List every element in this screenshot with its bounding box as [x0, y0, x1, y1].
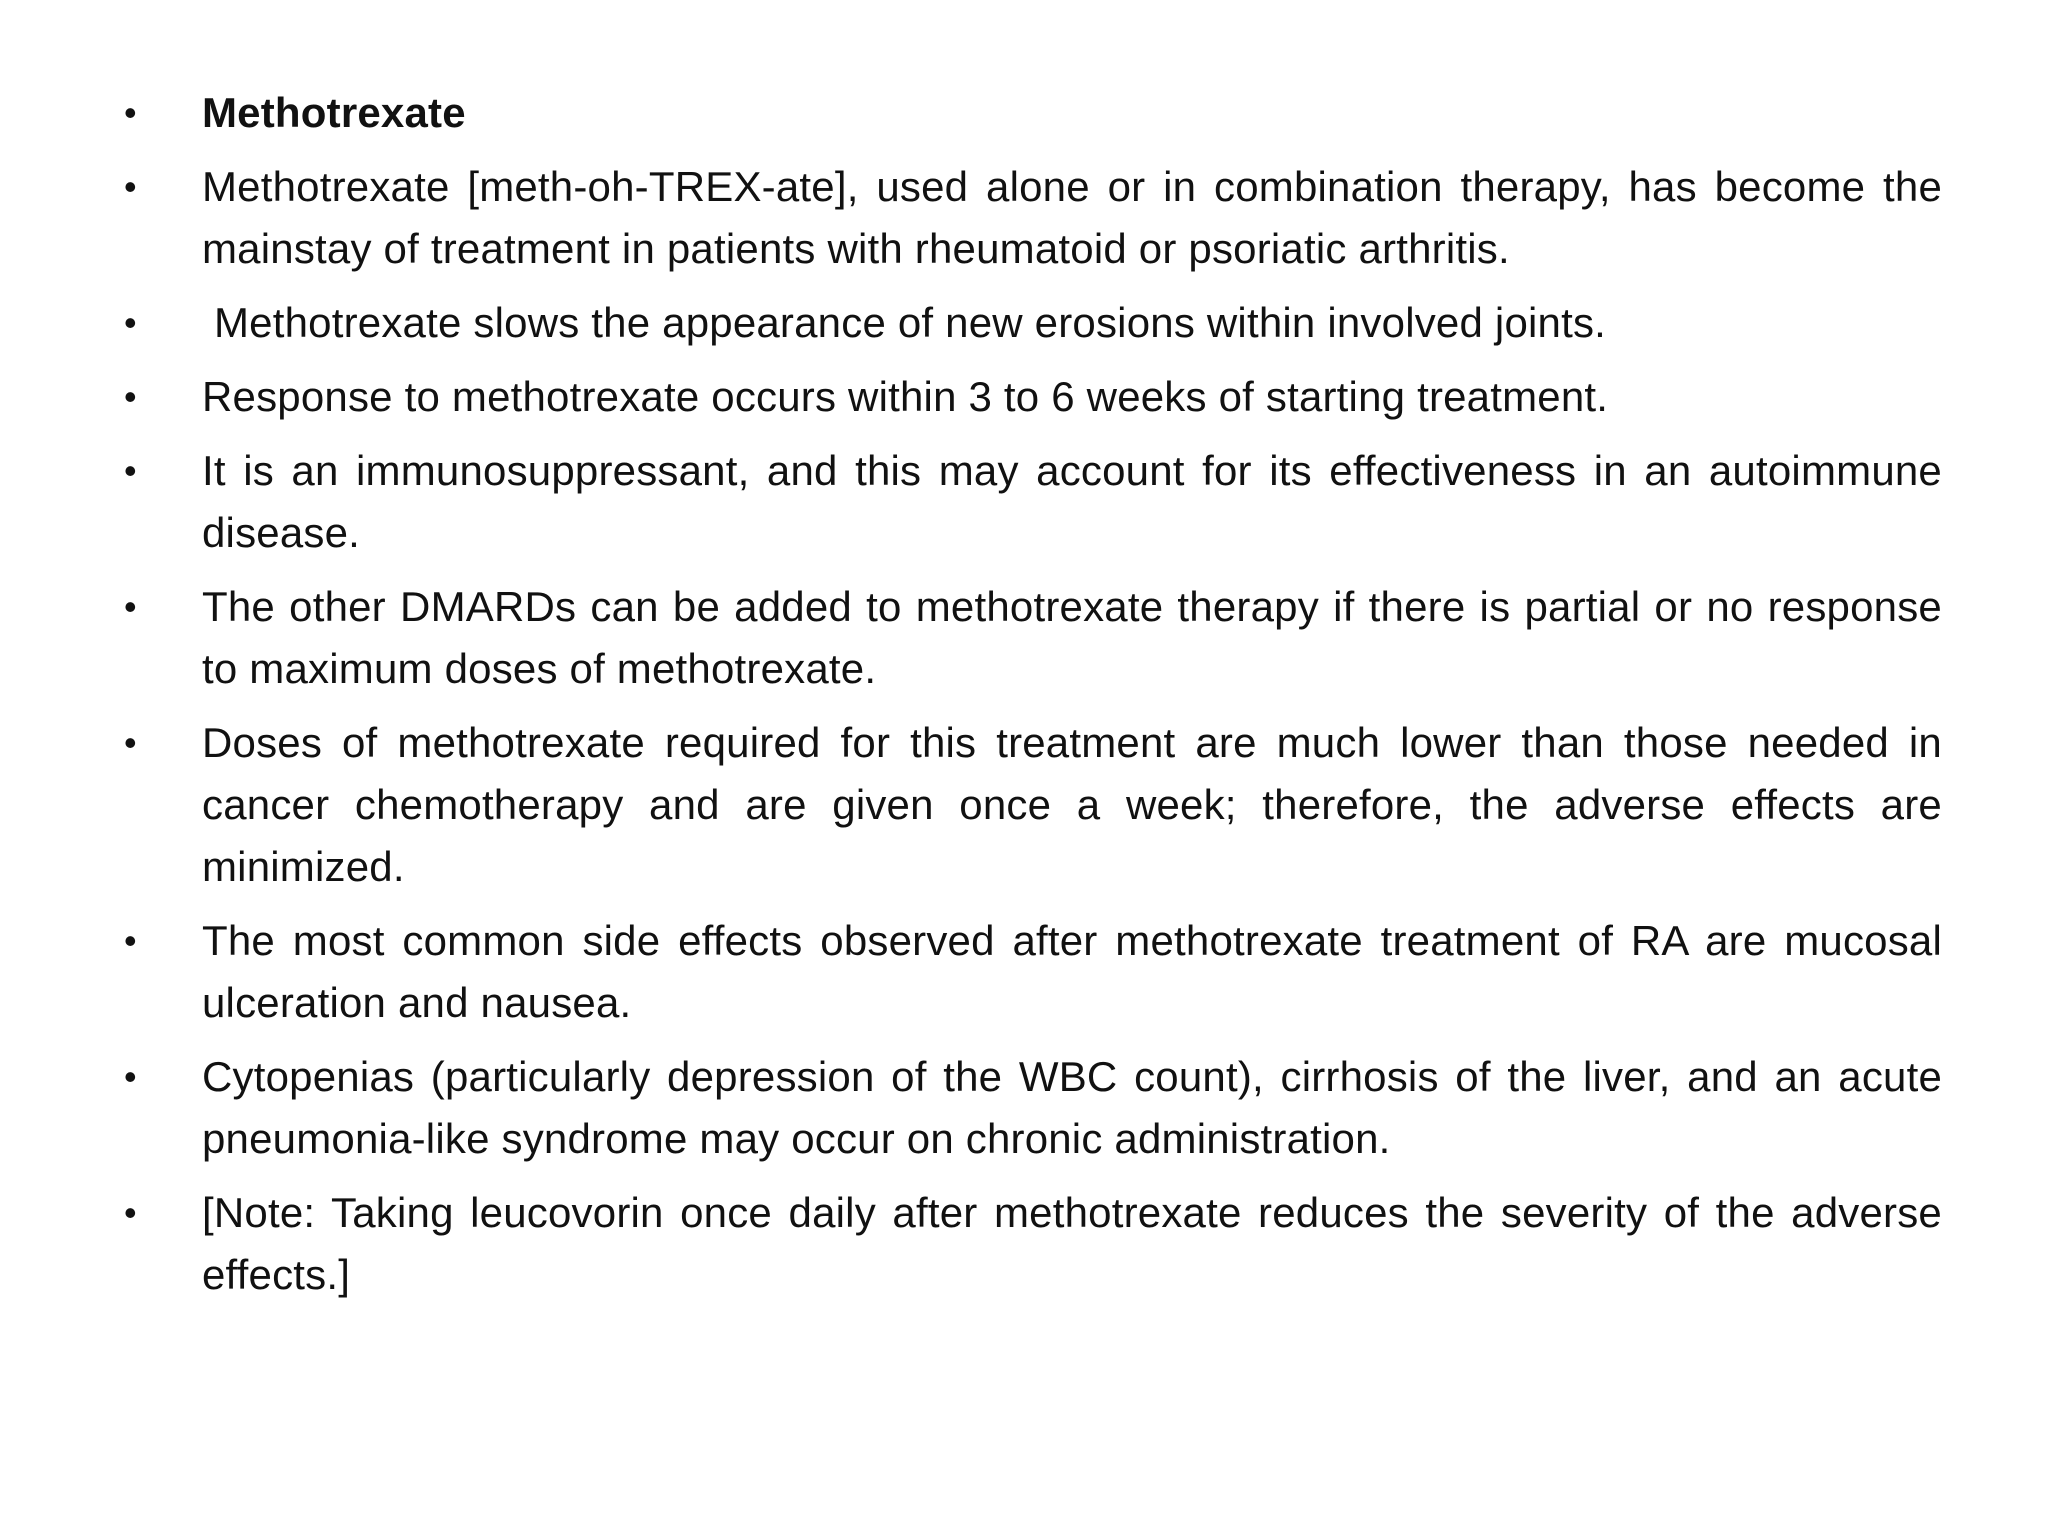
bullet-item — [118, 910, 1942, 1034]
bullet-text: Response to methotrexate occurs within 3 to 6 weeks of starting treatment. — [202, 373, 1609, 420]
bullet-point-icon: • — [124, 302, 137, 343]
bullet-heading: Methotrexate — [202, 89, 466, 136]
bullet-point-icon: • — [124, 92, 137, 133]
bullet-point-icon: • — [124, 450, 137, 491]
bullet-text: Cytopenias (particularly depression of the WBC count), cirrhosis of the liver, and an acute pneumonia-like syndrome may occur on chronic administration. — [202, 1053, 1942, 1162]
bullet-point-icon: • — [124, 166, 137, 207]
bullet-point-icon: • — [124, 586, 137, 627]
bullet-item — [118, 440, 1942, 564]
bullet-text: Methotrexate [meth-oh-TREX-ate], used alone or in combination therapy, has become the mainstay of treatment in patients with rheumatoid or psoriatic arthritis. — [202, 163, 1942, 272]
bullet-text: The most common side effects observed after methotrexate treatment of RA are mucosal ulceration and nausea. — [202, 917, 1942, 1026]
bullet-item — [118, 292, 1942, 354]
bullet-text: Doses of methotrexate required for this treatment are much lower than those needed in cancer chemotherapy and are given once a week; therefore, the adverse effects are minimized. — [202, 719, 1942, 890]
bullet-text: Methotrexate slows the appearance of new erosions within involved joints. — [214, 299, 1607, 346]
bullet-point-icon: • — [124, 920, 137, 961]
bullet-text: The other DMARDs can be added to methotrexate therapy if there is partial or no response to maximum doses of methotrexate. — [202, 583, 1942, 692]
bullet-point-icon: • — [124, 722, 137, 763]
bullet-item — [118, 576, 1942, 700]
bullet-item — [118, 1182, 1942, 1306]
bullet-text: It is an immunosuppressant, and this may account for its effectiveness in an autoimmune disease. — [202, 447, 1942, 556]
bullet-item — [118, 1046, 1942, 1170]
bullet-text: [Note: Taking leucovorin once daily after methotrexate reduces the severity of the adverse effects.] — [202, 1189, 1942, 1298]
bullet-item — [118, 712, 1942, 898]
bullet-item — [118, 366, 1942, 428]
bullet-item — [118, 156, 1942, 280]
bullet-list — [118, 82, 1942, 1318]
bullet-point-icon: • — [124, 376, 137, 417]
bullet-item-title — [118, 82, 1942, 144]
bullet-point-icon: • — [124, 1192, 137, 1233]
bullet-point-icon: • — [124, 1056, 137, 1097]
